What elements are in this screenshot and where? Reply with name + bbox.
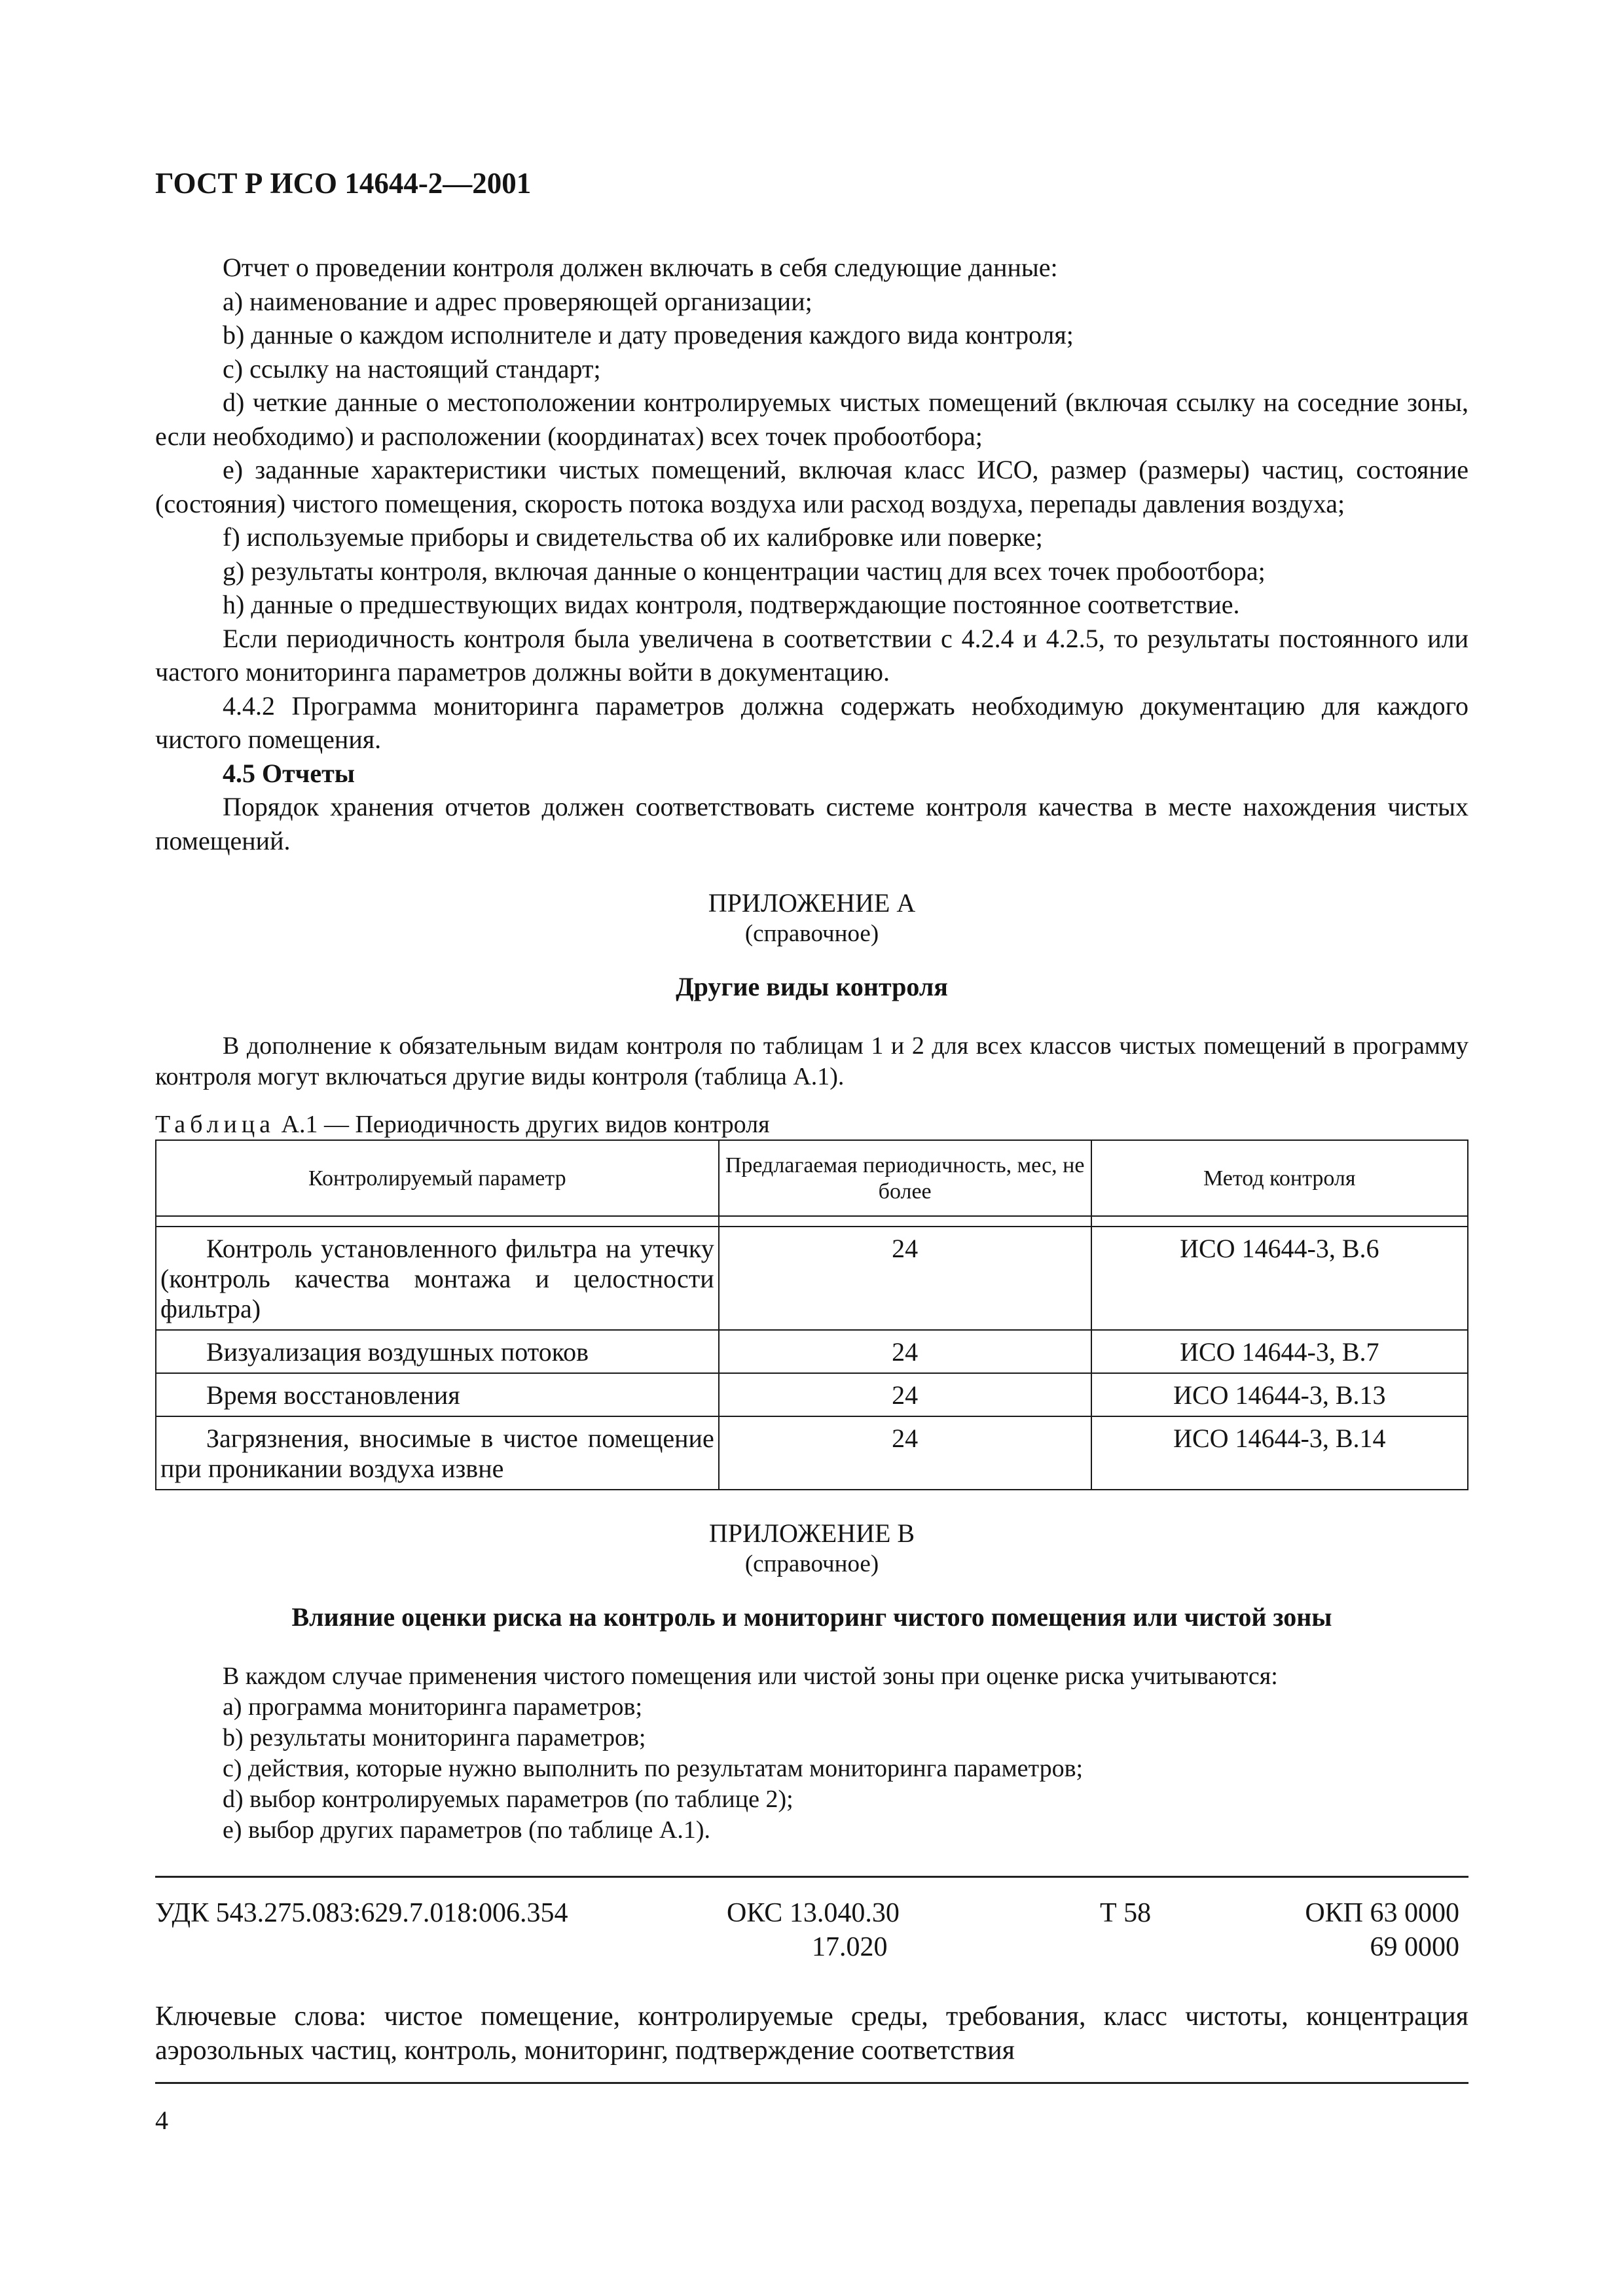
- table-cell-periodicity: 24: [719, 1373, 1091, 1416]
- table-cell-parameter: Визуализация воздушных потоков: [156, 1330, 719, 1373]
- report-item-f: f) используемые приборы и свидетельства об их калибровке или поверке;: [223, 522, 1043, 552]
- t-code: Т 58: [1100, 1898, 1152, 1928]
- report-item-d: d) четкие данные о местоположении контролируемых чистых помещений (включая ссылку на соседние зоны, если необходимо) и расположении (координатах) всех точек пробоотбора;: [155, 387, 1468, 451]
- table-cell-method: ИСО 14644-3, В.7: [1091, 1330, 1468, 1373]
- table-cell-periodicity: 24: [719, 1416, 1091, 1490]
- classification-codes: [155, 1878, 1468, 1962]
- table-cell-method: ИСО 14644-3, В.13: [1091, 1373, 1468, 1416]
- appendix-b: [155, 1516, 1468, 1846]
- table-a1-caption: [155, 1109, 1468, 1139]
- table-cell-periodicity: 24: [719, 1330, 1091, 1373]
- okp-code-line2: 69 0000: [1370, 1932, 1459, 1962]
- appendix-a-subtitle: (справочное): [744, 920, 879, 947]
- appendix-b-title: ПРИЛОЖЕНИЕ В: [708, 1518, 915, 1548]
- table-cell-method: ИСО 14644-3, В.6: [1091, 1227, 1468, 1330]
- table-header-method: Метод контроля: [1091, 1140, 1468, 1216]
- table-a1: [155, 1139, 1468, 1490]
- table-cell-method: ИСО 14644-3, В.14: [1091, 1416, 1468, 1490]
- udk-code: УДК 543.275.083:629.7.018:006.354: [155, 1898, 568, 1928]
- table-caption-title: А.1 — Периодичность других видов контроля: [275, 1111, 770, 1138]
- appendix-b-item-b: b) результаты мониторинга параметров;: [223, 1724, 646, 1751]
- appendix-a: [155, 886, 1468, 1490]
- section-4-5-text: Порядок хранения отчетов должен соответствовать системе контроля качества в месте нахождения чистых помещений.: [155, 792, 1468, 855]
- report-item-b: b) данные о каждом исполнителе и дату проведения каждого вида контроля;: [223, 320, 1074, 350]
- monitoring-program-paragraph: 4.4.2 Программа мониторинга параметров должна содержать необходимую документацию для каждого чистого помещения.: [155, 691, 1468, 754]
- table-cell-parameter: Загрязнения, вносимые в чистое помещение при проникании воздуха извне: [156, 1416, 719, 1490]
- page-number: 4: [155, 2106, 168, 2135]
- appendix-b-intro: В каждом случае применения чистого помещения или чистой зоны при оценке риска учитываются:: [223, 1662, 1278, 1690]
- table-row: [156, 1416, 1468, 1490]
- report-item-c: c) ссылку на настоящий стандарт;: [223, 353, 601, 384]
- table-cell-periodicity: 24: [719, 1227, 1091, 1330]
- table-header-separator: [156, 1216, 1468, 1227]
- table-row: [156, 1330, 1468, 1373]
- appendix-a-text: В дополнение к обязательным видам контроля по таблицам 1 и 2 для всех классов чистых помещений в программу контроля могут включаться другие виды контроля (таблица А.1).: [155, 1032, 1468, 1090]
- report-item-g: g) результаты контроля, включая данные о концентрации частиц для всех точек пробоотбора;: [223, 556, 1266, 586]
- table-row: [156, 1373, 1468, 1416]
- appendix-a-heading: Другие виды контроля: [676, 971, 948, 1001]
- appendix-a-title: ПРИЛОЖЕНИЕ А: [708, 888, 916, 918]
- okp-code-line1: ОКП 63 0000: [1305, 1898, 1459, 1928]
- table-cell-parameter: Контроль установленного фильтра на утечку (контроль качества монтажа и целостности фильтра): [156, 1227, 719, 1330]
- report-item-h: h) данные о предшествующих видах контроля, подтверждающие постоянное соответствие.: [223, 590, 1240, 619]
- table-cell-parameter: Время восстановления: [156, 1373, 719, 1416]
- table-caption-prefix: Таблица: [155, 1111, 276, 1138]
- appendix-b-item-a: a) программа мониторинга параметров;: [223, 1693, 643, 1721]
- oks-code-line1: ОКС 13.040.30: [727, 1898, 900, 1928]
- report-intro: Отчет о проведении контроля должен включать в себя следующие данные:: [223, 253, 1058, 282]
- report-item-a: a) наименование и адрес проверяющей организации;: [223, 286, 812, 316]
- table-header-parameter: Контролируемый параметр: [156, 1140, 719, 1216]
- section-4-5-heading: 4.5 Отчеты: [223, 758, 355, 788]
- page-content: [155, 164, 1468, 2138]
- periodicity-note: Если периодичность контроля была увеличена в соответствии с 4.2.4 и 4.2.5, то результаты постоянного или частого мониторинга параметров должны войти в документацию.: [155, 623, 1468, 687]
- keywords: Ключевые слова: чистое помещение, контролируемые среды, требования, класс чистоты, концентрация аэрозольных частиц, контроль, мониторинг, подтверждение соответствия: [155, 2001, 1468, 2066]
- appendix-b-subtitle: (справочное): [744, 1550, 879, 1577]
- appendix-b-item-c: c) действия, которые нужно выполнить по результатам мониторинга параметров;: [223, 1755, 1084, 1782]
- appendix-b-heading: Влияние оценки риска на контроль и мониторинг чистого помещения или чистой зоны: [291, 1602, 1332, 1632]
- page-header-standard-number: ГОСТ Р ИСО 14644-2—2001: [155, 167, 532, 200]
- table-row: [156, 1227, 1468, 1330]
- table-header-periodicity: Предлагаемая периодичность, мес, не более: [719, 1140, 1091, 1216]
- report-item-e: e) заданные характеристики чистых помещений, включая класс ИСО, размер (размеры) частиц, состояние (состояния) чистого помещения, скорость потока воздуха или расход воздуха, перепады давления воздуха;: [155, 455, 1468, 518]
- oks-code-line2: 17.020: [812, 1932, 888, 1962]
- appendix-b-item-e: e) выбор других параметров (по таблице А.1).: [223, 1816, 710, 1844]
- report-contents-section: [155, 251, 1468, 857]
- appendix-b-item-d: d) выбор контролируемых параметров (по таблице 2);: [223, 1785, 793, 1813]
